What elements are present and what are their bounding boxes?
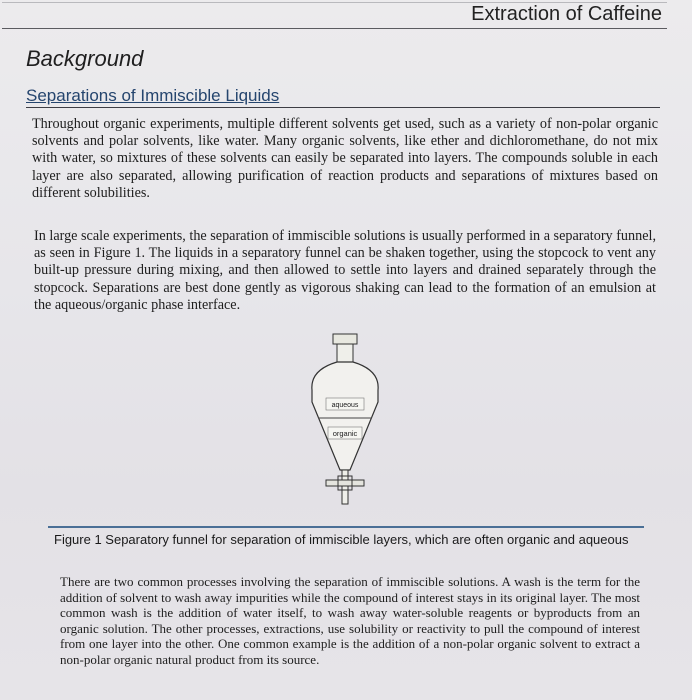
aqueous-label: aqueous bbox=[331, 402, 359, 409]
background-heading: Background bbox=[26, 46, 144, 71]
funnel-stem bbox=[342, 470, 348, 504]
funnel-neck bbox=[337, 344, 353, 362]
paragraph-3: There are two common processes involving the separation of immiscible solutions. A wash is the term for the addition of solvent to wash away impurities while the compound of interest stays in its original layer. The most common wash is the addition of water itself, to wash away water-soluble reagents or byproducts from an organic solution. The other processes, extractions, use solubility or reactivity to pull the compound of interest from one layer into the other. One common example is the addition of a non-polar organic solvent to extract a non-polar organic natural product from its source. bbox=[60, 574, 640, 667]
paragraph-2: In large scale experiments, the separation of immiscible solutions is usually performed in a separatory funnel, as seen in Figure 1. The liquids in a separatory funnel can be shaken together, using the stopcock to vent any built-up pressure during mixing, and then allowed to settle into layers and drained separately through the stopcock. Separations are best done gently as vigorous shaking can lead to the formation of an emulsion at the aqueous/organic phase interface. bbox=[34, 228, 656, 313]
stopcock bbox=[326, 480, 364, 486]
page-header-title: Extraction of Caffeine bbox=[471, 3, 662, 25]
separatory-funnel-figure bbox=[300, 330, 410, 510]
section-rule bbox=[26, 107, 660, 108]
funnel-stopper bbox=[333, 334, 357, 344]
funnel-body bbox=[312, 362, 378, 470]
section-heading: Separations of Immiscible Liquids bbox=[26, 86, 280, 105]
caption-rule bbox=[48, 526, 644, 528]
paragraph-1: Throughout organic experiments, multiple different solvents get used, such as a variety of non-polar organic solvents and polar solvents, like water. Many organic solvents, like ether and dichloromethane, do not mix with water, so mixtures of these solvents can easily be separated into layers. The compounds soluble in each layer are also separated, allowing purification of reaction products and separations of mixtures based on different solubilities. bbox=[32, 116, 658, 201]
figure-caption: Figure 1 Separatory funnel for separation of immiscible layers, which are often organic and aqueous bbox=[54, 532, 629, 547]
header-rule bbox=[2, 28, 667, 29]
organic-label: organic bbox=[332, 429, 358, 438]
